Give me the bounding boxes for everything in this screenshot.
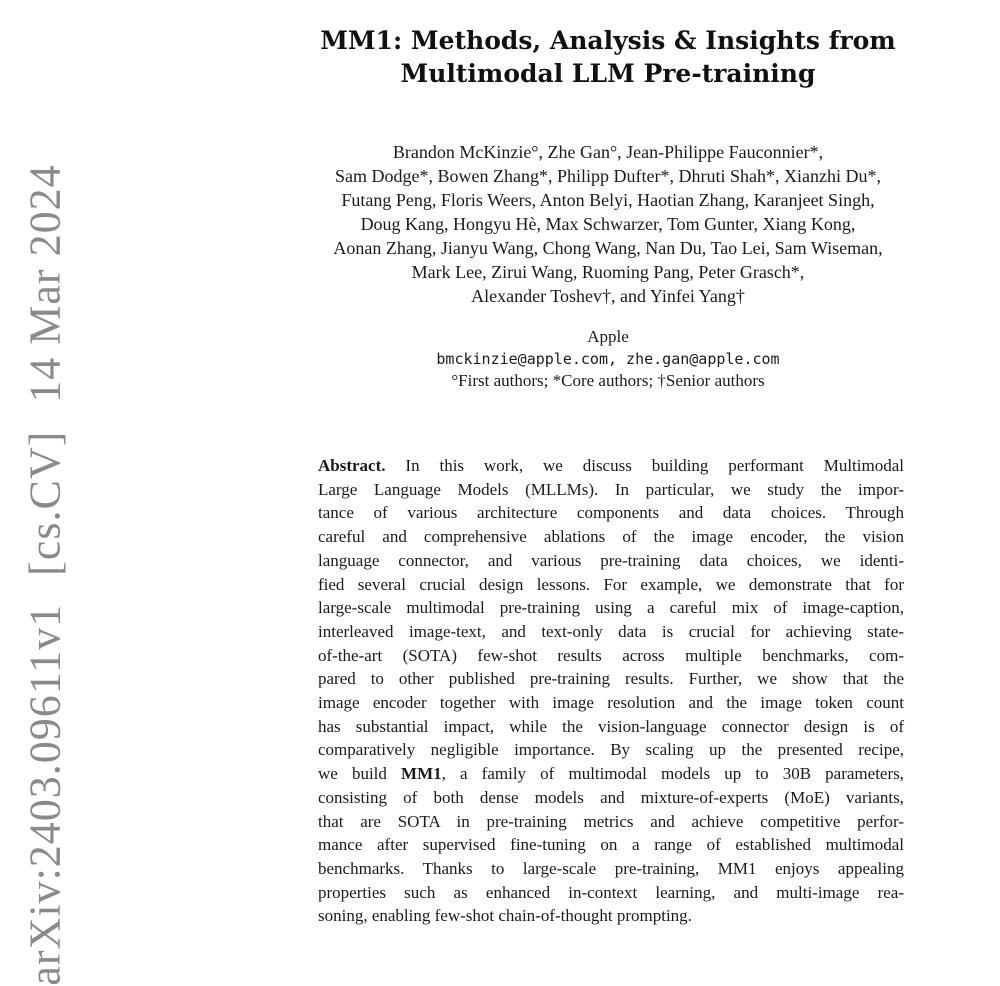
arxiv-id: arXiv:2403.09611v1 xyxy=(20,603,70,986)
abstract-line: Large Language Models (MLLMs). In particular, we study the impor- xyxy=(318,479,904,499)
abstract-line: properties such as enhanced in-context learning, and multi-image rea- xyxy=(318,882,904,902)
affiliation: Apple xyxy=(587,327,629,346)
abstract-line: consisting of both dense models and mixture-of-experts (MoE) variants, xyxy=(318,787,904,807)
abstract-line: pared to other published pre-training results. Further, we show that the xyxy=(318,669,904,689)
abstract-mm1-name: MM1 xyxy=(401,764,442,784)
abstract-mm1-prefix: we build xyxy=(318,764,402,784)
abstract-line: soning, enabling few-shot chain-of-thought prompting. xyxy=(318,906,692,926)
abstract-line: tance of various architecture components and data choices. Through xyxy=(318,503,904,523)
abstract-line: has substantial impact, while the vision-language connector design is of xyxy=(318,716,904,736)
abstract-line: of-the-art (SOTA) few-shot results across multiple benchmarks, com- xyxy=(318,645,904,665)
author-line: Futang Peng, Floris Weers, Anton Belyi, Haotian Zhang, Karanjeet Singh, xyxy=(341,190,875,210)
paper-title-line-2: Multimodal LLM Pre-training xyxy=(400,59,816,88)
abstract xyxy=(318,454,904,928)
author-notes: °First authors; *Core authors; †Senior authors xyxy=(451,371,765,390)
paper-title-line-1: MM1: Methods, Analysis & Insights from xyxy=(320,26,896,55)
author-line: Aonan Zhang, Jianyu Wang, Chong Wang, Nan Du, Tao Lei, Sam Wiseman, xyxy=(333,238,883,258)
arxiv-date: 14 Mar 2024 xyxy=(20,164,70,403)
abstract-line: that are SOTA in pre-training metrics and achieve competitive perfor- xyxy=(318,811,904,831)
abstract-line: language connector, and various pre-training data choices, we identi- xyxy=(318,550,904,570)
author-line: Doug Kang, Hongyu Hè, Max Schwarzer, Tom Gunter, Xiang Kong, xyxy=(360,214,856,234)
abstract-line: comparatively negligible importance. By scaling up the presented recipe, xyxy=(318,740,904,760)
paper-title xyxy=(258,24,958,90)
abstract-line: benchmarks. Thanks to large-scale pre-training, MM1 enjoys appealing xyxy=(318,858,904,878)
author-line: Alexander Toshev†, and Yinfei Yang† xyxy=(471,286,745,306)
arxiv-identifier-stamp xyxy=(20,164,71,985)
abstract-heading: Abstract. xyxy=(318,456,386,475)
author-list xyxy=(258,140,958,308)
arxiv-category: [cs.CV] xyxy=(20,430,70,576)
abstract-line xyxy=(318,454,904,478)
abstract-line: careful and comprehensive ablations of the image encoder, the vision xyxy=(318,527,904,547)
author-line: Mark Lee, Zirui Wang, Ruoming Pang, Peter Grasch*, xyxy=(411,262,805,282)
abstract-first-line-text: In this work, we discuss building performant Multimodal xyxy=(385,456,904,475)
abstract-mm1-suffix: , a family of multimodal models up to 30B parameters, xyxy=(441,764,904,784)
contact-emails: bmckinzie@apple.com, zhe.gan@apple.com xyxy=(436,350,780,368)
abstract-line xyxy=(318,762,904,786)
abstract-line: fied several crucial design lessons. For example, we demonstrate that for xyxy=(318,574,904,594)
abstract-line: interleaved image-text, and text-only data is crucial for achieving state- xyxy=(318,621,904,641)
author-line: Sam Dodge*, Bowen Zhang*, Philipp Dufter*, Dhruti Shah*, Xianzhi Du*, xyxy=(335,166,881,186)
abstract-line: large-scale multimodal pre-training using a careful mix of image-caption, xyxy=(318,598,904,618)
abstract-line: mance after supervised fine-tuning on a range of established multimodal xyxy=(318,835,904,855)
abstract-line: image encoder together with image resolution and the image token count xyxy=(318,693,904,713)
author-line: Brandon McKinzie°, Zhe Gan°, Jean-Philippe Fauconnier*, xyxy=(392,142,824,162)
